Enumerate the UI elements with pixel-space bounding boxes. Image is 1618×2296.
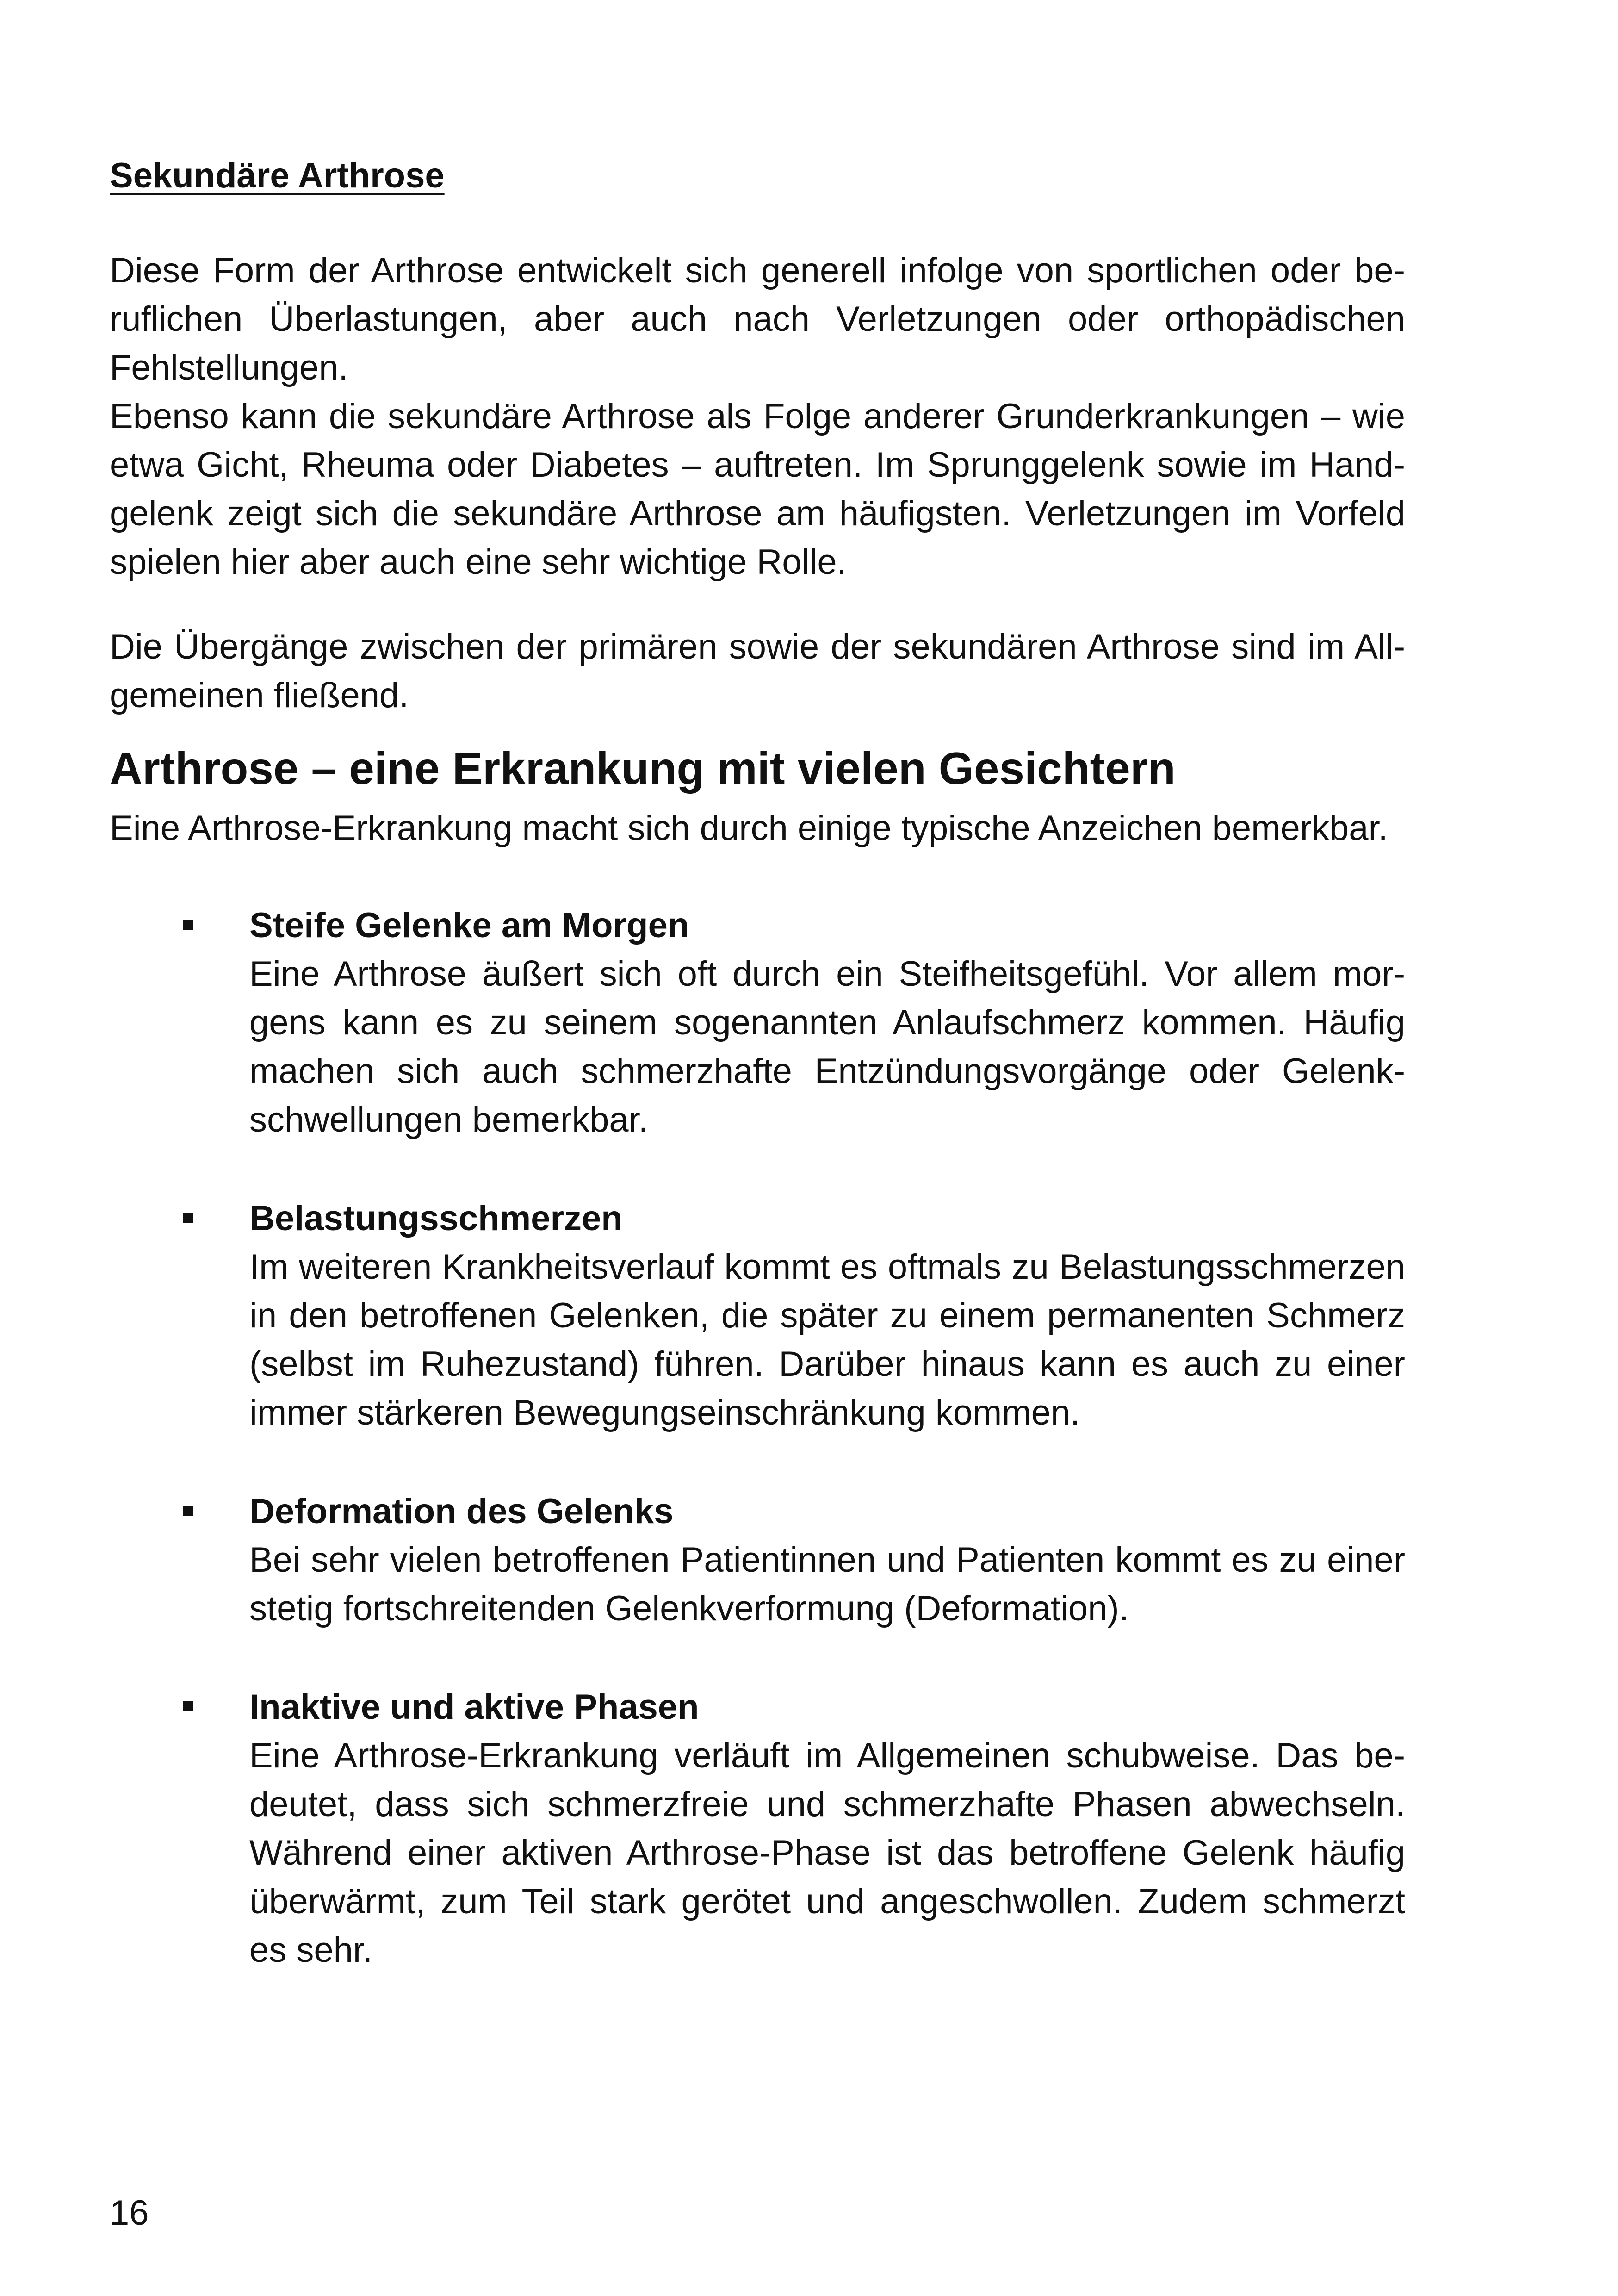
page-number: 16 bbox=[110, 2193, 149, 2233]
intro-paragraph: Eine Arthrose-Erkrankung macht sich durch einige typische Anzeichen bemerkbar. bbox=[110, 809, 1388, 848]
main-heading: Arthrose – eine Erkrankung mit vielen Gesichtern bbox=[110, 743, 1176, 794]
list-item-text: Im weiteren Krankheitsverlauf kommt es oftmals zu Belastungsschmerzen in den betroffenen Gelenken, die später zu einem permanenten Schmerz (selbst im Ruhezustand) führen. Darüber hinaus kann es auch zu einer immer stärkeren Bewegungseinschränkung kommen. bbox=[249, 1247, 1405, 1432]
paragraph-overload: Diese Form der Arthrose entwickelt sich generell infolge von sportlichen oder beruflichen Überlastungen, aber auch nach Verletzungen oder orthopädischen Fehlstellungen. bbox=[110, 251, 1405, 387]
list-item-title: Belastungsschmerzen bbox=[249, 1199, 623, 1238]
square-bullet-icon bbox=[183, 1701, 193, 1711]
page-content bbox=[110, 153, 1405, 2024]
paragraph-spacer bbox=[110, 586, 1405, 622]
section-subheading: Sekundäre Arthrose bbox=[110, 156, 445, 195]
list-item bbox=[110, 1487, 1405, 1633]
symptom-list bbox=[110, 901, 1405, 1974]
list-item-title: Steife Gelenke am Morgen bbox=[249, 906, 689, 945]
list-item-text: Eine Arthrose äußert sich oft durch ein Steifheitsgefühl. Vor allem morgens kann es zu seinem sogenannten Anlaufschmerz kommen. Häufig machen sich auch schmerzhafte Entzündungsvorgänge oder Gelenkschwellungen bemerkbar. bbox=[249, 954, 1405, 1139]
list-item bbox=[110, 1194, 1405, 1437]
list-item-text: Eine Arthrose-Erkrankung verläuft im Allgemeinen schubweise. Das bedeutet, dass sich schmerzfreie und schmerzhafte Phasen abwechseln. Während einer aktiven Arthrose-Phase ist das betroffene Gelenk häufig überwärmt, zum Teil stark gerötet und angeschwollen. Zudem schmerzt es sehr. bbox=[249, 1736, 1405, 1970]
square-bullet-icon bbox=[183, 920, 193, 930]
paragraph-underlying-diseases: Ebenso kann die sekundäre Arthrose als Folge anderer Grunderkrankungen – wie etwa Gicht, Rheuma oder Diabetes – auftreten. Im Sprunggelenk sowie im Handgelenk zeigt sich die sekundäre Arthrose am häufigsten. Verletzungen im Vorfeld spielen hier aber auch eine sehr wichtige Rolle. bbox=[110, 397, 1405, 582]
list-item-text: Bei sehr vielen betroffenen Patientinnen und Patienten kommt es zu einer stetig fortschreitenden Gelenkverformung (Deformation). bbox=[249, 1540, 1405, 1628]
list-item bbox=[110, 901, 1405, 1144]
square-bullet-icon bbox=[183, 1213, 193, 1223]
square-bullet-icon bbox=[183, 1506, 193, 1516]
list-item-title: Deformation des Gelenks bbox=[249, 1492, 674, 1531]
paragraph-transition: Die Übergänge zwischen der primären sowie der sekundären Arthrose sind im Allgemeinen fließend. bbox=[110, 627, 1405, 715]
list-item-title: Inaktive und aktive Phasen bbox=[249, 1687, 699, 1727]
list-item bbox=[110, 1683, 1405, 1974]
